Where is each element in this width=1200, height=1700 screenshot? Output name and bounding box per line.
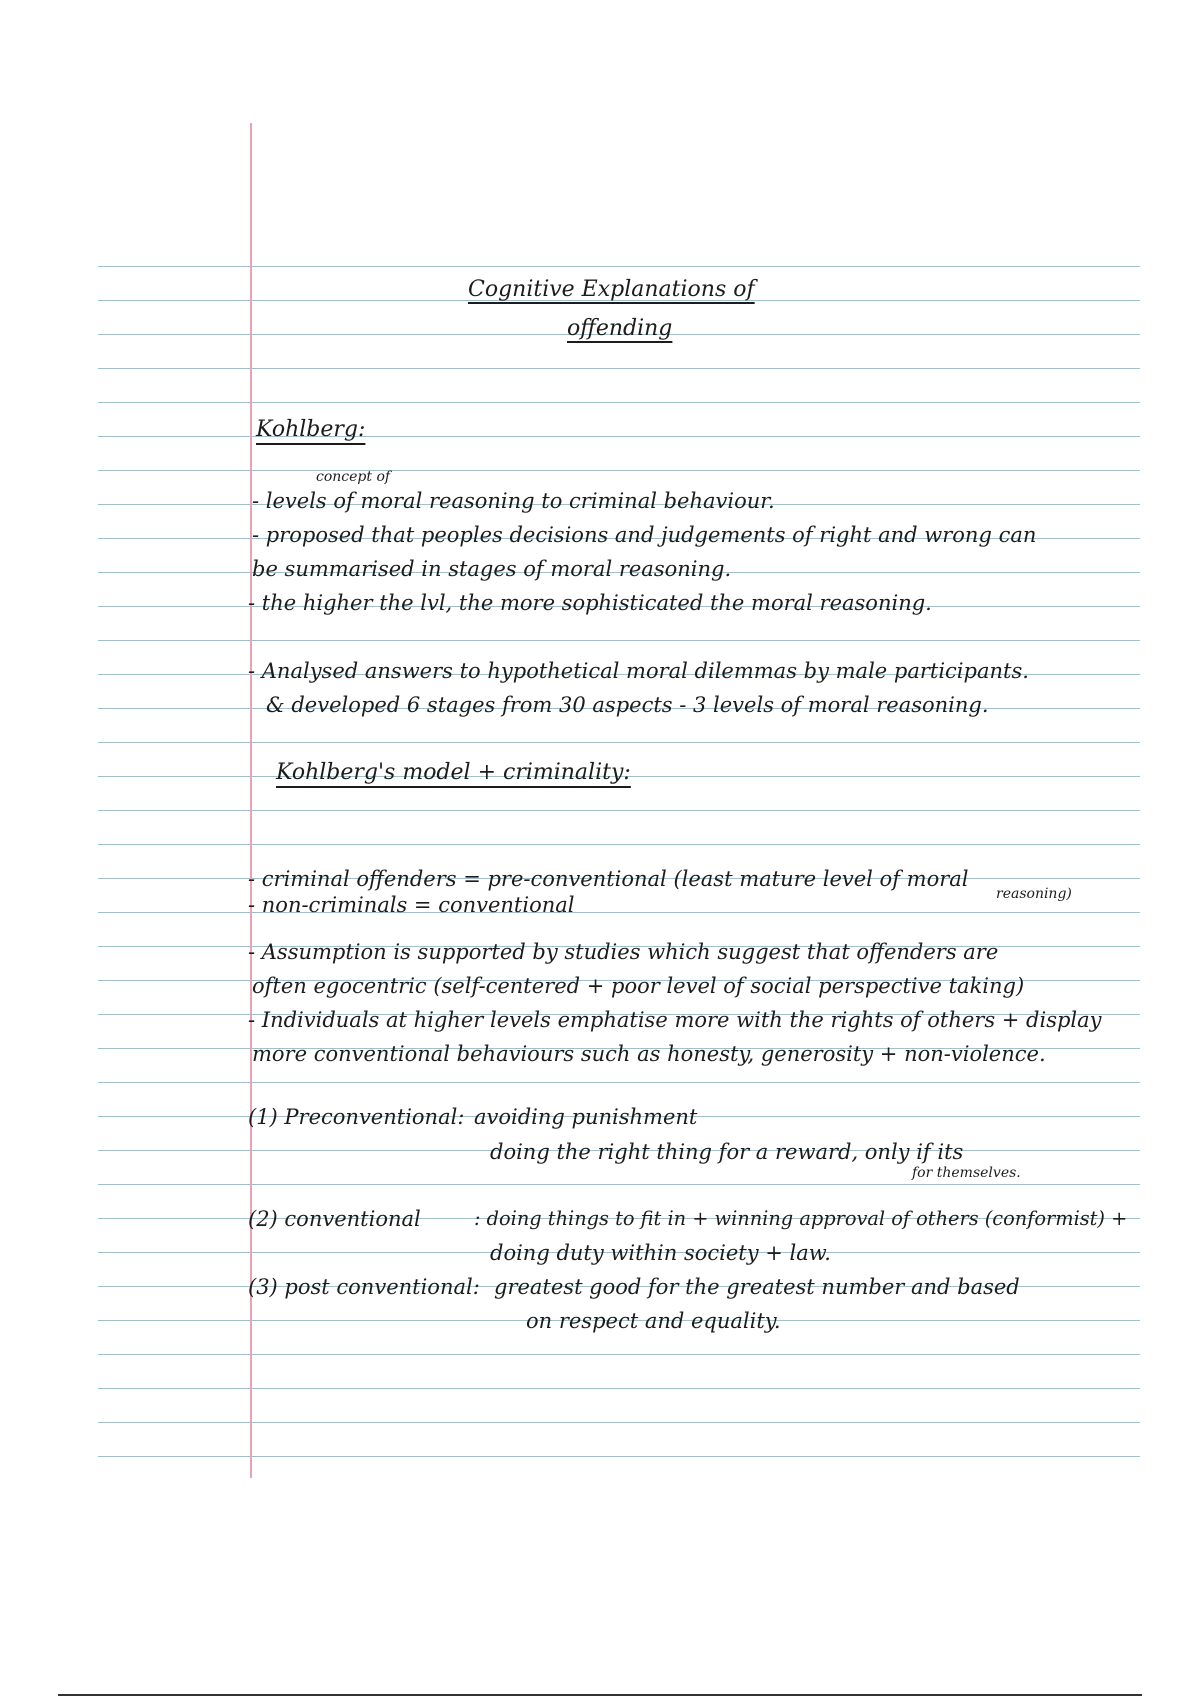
level-1-label: (1) Preconventional: xyxy=(248,1105,465,1129)
note-line: - criminal offenders = pre-conventional (least mature level of moral xyxy=(248,867,969,891)
ruled-line xyxy=(98,1184,1140,1185)
note-line: - Individuals at higher levels emphatise more with the rights of others + display xyxy=(248,1008,1102,1032)
level-2-label: (2) conventional xyxy=(248,1207,421,1231)
ruled-line xyxy=(98,1082,1140,1083)
note-line-continuation: reasoning) xyxy=(996,886,1072,902)
level-3-desc: on respect and equality. xyxy=(526,1309,781,1333)
section-heading-kohlberg: Kohlberg: xyxy=(256,417,366,442)
ruled-line xyxy=(98,436,1140,437)
ruled-line xyxy=(98,1388,1140,1389)
ruled-line xyxy=(98,844,1140,845)
page-bottom-rule xyxy=(58,1694,1142,1696)
level-3-desc: greatest good for the greatest number and based xyxy=(494,1275,1020,1299)
ruled-line xyxy=(98,1354,1140,1355)
note-line: - Analysed answers to hypothetical moral dilemmas by male participants. xyxy=(248,659,1029,683)
note-line: - proposed that peoples decisions and judgements of right and wrong can xyxy=(252,523,1037,547)
level-1-desc: doing the right thing for a reward, only if its xyxy=(490,1140,964,1164)
note-line: more conventional behaviours such as honesty, generosity + non-violence. xyxy=(252,1042,1046,1066)
title-line-2: offending xyxy=(567,316,673,341)
level-3-label: (3) post conventional: xyxy=(248,1275,480,1299)
ruled-line xyxy=(98,810,1140,811)
note-line: often egocentric (self-centered + poor level of social perspective taking) xyxy=(252,974,1025,998)
note-line: - non-criminals = conventional xyxy=(248,893,575,917)
note-line: & developed 6 stages from 30 aspects - 3 levels of moral reasoning. xyxy=(266,693,989,717)
section-heading-model-criminality: Kohlberg's model + criminality: xyxy=(276,760,631,785)
level-1-desc: avoiding punishment xyxy=(474,1105,698,1129)
ruled-line xyxy=(98,368,1140,369)
level-2-desc: : doing things to fit in + winning approval of others (conformist) + xyxy=(474,1207,1128,1230)
ruled-line xyxy=(98,1422,1140,1423)
ruled-line xyxy=(98,402,1140,403)
ruled-line xyxy=(98,640,1140,641)
ruled-line xyxy=(98,266,1140,267)
level-2-desc: doing duty within society + law. xyxy=(490,1241,831,1265)
ruled-line xyxy=(98,470,1140,471)
level-1-desc: for themselves. xyxy=(912,1165,1021,1181)
ruled-line xyxy=(98,742,1140,743)
ruled-line xyxy=(98,1456,1140,1457)
note-line: - Assumption is supported by studies which suggest that offenders are xyxy=(248,940,999,964)
title-line-1: Cognitive Explanations of xyxy=(468,277,755,302)
note-line: - the higher the lvl, the more sophisticated the moral reasoning. xyxy=(248,591,932,615)
note-line: - levels of moral reasoning to criminal behaviour. xyxy=(252,489,775,513)
annotation-concept-of: concept of xyxy=(316,469,391,485)
note-line: be summarised in stages of moral reasoning. xyxy=(252,557,732,581)
